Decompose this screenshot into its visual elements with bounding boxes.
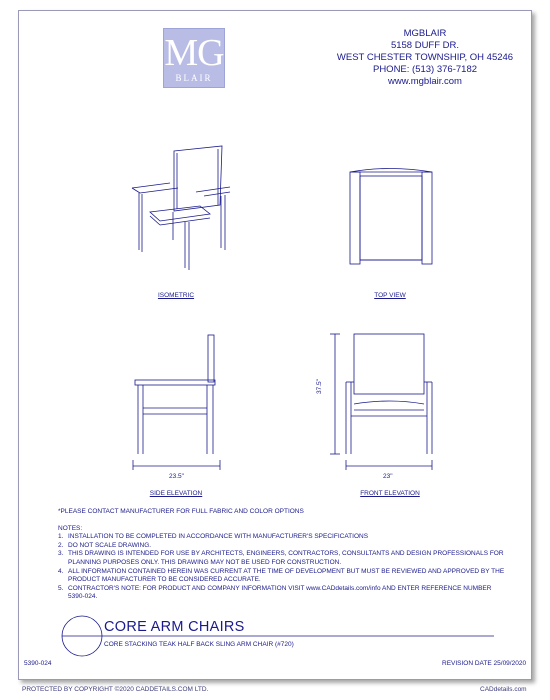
note-text: DO NOT SCALE DRAWING. — [68, 541, 152, 549]
front-elevation-chair-drawing — [330, 334, 432, 470]
note-text: CONTRACTOR'S NOTE: FOR PRODUCT AND COMPANY INFORMATION VISIT www.CADdetails.com/info AND ENTER REFERENCE NUMBER 5390-024. — [68, 584, 492, 601]
company-name: MGBLAIR — [403, 28, 447, 39]
isometric-caption: ISOMETRIC — [157, 292, 195, 299]
top-view-chair-drawing — [350, 169, 432, 265]
note-item — [58, 542, 508, 551]
note-number: 3. — [58, 550, 64, 558]
note-item — [58, 568, 508, 585]
note-text: THIS DRAWING IS INTENDED FOR USE BY ARCHITECTS, ENGINEERS, CONTRACTORS, CONSULTANTS AND DESIGN PROFESSIONALS FOR PLANNING PURPOSES ONLY. THIS DRAWING MAY NOT BE USED FOR CONSTRUCTION. — [68, 550, 504, 566]
note-text: INSTALLATION TO BE COMPLETED IN ACCORDANCE WITH MANUFACTURER'S SPECIFICATIONS — [68, 533, 369, 541]
notes-header: NOTES: — [58, 524, 83, 532]
logo-sub-text: BLAIR — [175, 73, 213, 83]
note-item — [58, 550, 508, 567]
note-number: 1. — [58, 533, 64, 541]
company-address-line1: 5158 DUFF DR. — [390, 40, 460, 51]
company-website[interactable]: www.mgblair.com — [388, 76, 462, 87]
contact-note: *PLEASE CONTACT MANUFACTURER FOR FULL FABRIC AND COLOR OPTIONS — [58, 508, 304, 515]
front-width-dimension: 23" — [383, 473, 393, 480]
title-block — [56, 616, 496, 656]
note-item — [58, 585, 508, 602]
note-number: 5. — [58, 584, 64, 592]
reference-number: 5390-024 — [24, 660, 52, 667]
drawing-title: CORE ARM CHAIRS — [104, 619, 245, 635]
front-elevation-caption: FRONT ELEVATION — [360, 490, 420, 497]
top-view-caption: TOP VIEW — [374, 292, 406, 299]
side-elevation-chair-drawing — [133, 335, 220, 470]
note-text: ALL INFORMATION CONTAINED HEREIN WAS CURRENT AT THE TIME OF DEVELOPMENT BUT MUST BE REVIEWED AND APPROVED BY THE PRODUCT MANUFACTURER TO BE CONSIDERED ACCURATE. — [68, 567, 505, 584]
logo-main-text: MG — [164, 32, 224, 74]
copyright-text: PROTECTED BY COPYRIGHT ©2020 CADDETAILS.COM LTD. — [22, 686, 209, 693]
company-address-line2: WEST CHESTER TOWNSHIP, OH 45246 — [336, 52, 514, 63]
note-number: 4. — [58, 567, 64, 575]
revision-date: REVISION DATE 25/09/2020 — [442, 660, 527, 667]
side-elevation-caption: SIDE ELEVATION — [149, 490, 203, 497]
isometric-chair-drawing — [132, 146, 230, 270]
company-phone: PHONE: (513) 376-7182 — [372, 64, 478, 75]
front-height-dimension: 37.5" — [316, 379, 323, 394]
caddetails-link[interactable]: CADdetails.com — [480, 686, 527, 693]
notes-section — [58, 508, 508, 602]
side-width-dimension: 23.5" — [169, 473, 184, 480]
drawing-subtitle: CORE STACKING TEAK HALF BACK SLING ARM CHAIR (#720) — [104, 641, 294, 648]
note-item — [58, 533, 508, 542]
note-number: 2. — [58, 541, 64, 549]
